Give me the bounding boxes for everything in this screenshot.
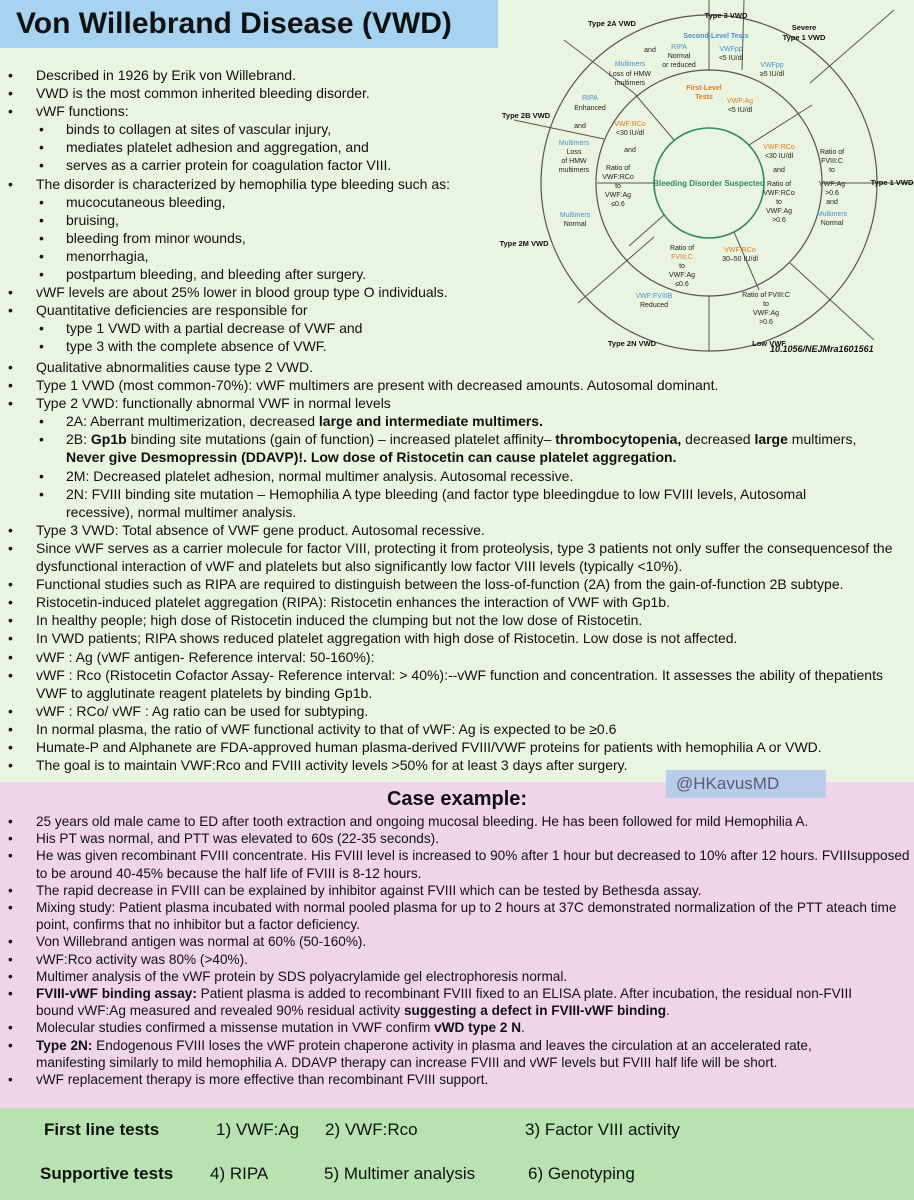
test-genotyping: 6) Genotyping bbox=[528, 1164, 635, 1183]
list-item bbox=[0, 666, 910, 702]
list-item: • Functional studies such as RIPA are required to distinguish between the loss-of-function (2A) from the gain-of-function 2B subtype. bbox=[0, 575, 910, 593]
svg-text:Ratio of: Ratio of bbox=[605, 165, 631, 172]
svg-text:<5 IU/dl: <5 IU/dl bbox=[718, 55, 744, 62]
svg-text:RIPA: RIPA bbox=[671, 44, 687, 51]
list-item: • vWF : Ag (vWF antigen- Reference interval: 50-160%): bbox=[0, 648, 910, 666]
second-level-label: Second-Level Tests bbox=[683, 33, 749, 40]
svg-text:VWF:RCo: VWF:RCo bbox=[602, 174, 634, 181]
list-item: • The rapid decrease in FVIII can be explained by inhibitor against FVIII which can be tested by Bethesda assay. bbox=[0, 882, 910, 899]
first-level-line2: Tests bbox=[695, 94, 713, 101]
test-multimer: 5) Multimer analysis bbox=[324, 1164, 476, 1183]
list-item: • Type 2 VWD: functionally abnormal VWF in normal levels bbox=[0, 394, 910, 412]
supportive-tests-label: Supportive tests bbox=[40, 1164, 174, 1183]
svg-text:and: and bbox=[644, 47, 656, 54]
svg-text:VWF:Ag: VWF:Ag bbox=[818, 181, 846, 188]
type2n-label: Type 2N VWD bbox=[607, 339, 657, 348]
type-2m-item: • 2M: Decreased platelet adhesion, normal multimer analysis. Autosomal recessive. bbox=[0, 467, 910, 485]
svg-text:<5 IU/dl: <5 IU/dl bbox=[727, 107, 753, 114]
text-run: patients VWF to agglutinate reagent platelets by binding Gp1b. bbox=[36, 666, 883, 701]
svg-text:VWF:Ag: VWF:Ag bbox=[726, 98, 754, 105]
svg-text:and: and bbox=[624, 147, 636, 154]
sub-list-item: • binds to collagen at sites of vascular injury, bbox=[0, 120, 470, 138]
bold-run: vWD type 2 N bbox=[434, 1020, 522, 1036]
svg-text:multimers: multimers bbox=[558, 167, 590, 174]
list-item: • The goal is to maintain VWF:Rco and FVIII activity levels >50% for at least 3 days after surgery. bbox=[0, 756, 910, 774]
bold-run: Gp1b bbox=[90, 431, 127, 448]
sub-list-item: • postpartum bleeding, and bleeding after surgery. bbox=[0, 265, 470, 283]
list-item: • Described in 1926 by Erik von Willebrand. bbox=[0, 66, 470, 84]
text-run: binding site mutations (gain of function) – increased platelet affinity– bbox=[126, 431, 556, 448]
severe-type1-line2: Type 1 VWD bbox=[782, 33, 826, 42]
case-title: Case example: bbox=[386, 788, 528, 810]
type1-label: Type 1 VWD bbox=[870, 178, 914, 187]
inner-ring-labels bbox=[602, 98, 795, 288]
svg-text:and: and bbox=[574, 123, 586, 130]
list-item: • In healthy people; high dose of Ristocetin induced the clumping but not the low dose of Ristocetin. bbox=[0, 611, 910, 629]
bold-run: large bbox=[754, 431, 788, 448]
diagram-spokes bbox=[514, 0, 914, 351]
sub-list-item: • type 3 with the complete absence of VWF. bbox=[0, 337, 470, 355]
type3-label: Type 3 VWD bbox=[704, 11, 748, 20]
svg-text:>0.6: >0.6 bbox=[772, 217, 786, 224]
intro-list bbox=[0, 66, 470, 356]
list-item: • Qualitative abnormalities cause type 2 VWD. bbox=[0, 358, 910, 376]
svg-text:or reduced: or reduced bbox=[662, 62, 696, 69]
text-run: supposed to be around 40-45% because the half life of FVIII is 8-12 hours. bbox=[36, 848, 910, 881]
bold-run: FVIII-vWF binding assay: bbox=[36, 986, 197, 1002]
svg-text:to: to bbox=[829, 167, 835, 174]
text-run: Mixing study: Patient plasma incubated with normal pooled plasma for up to 2 hours at 37C demonstrated normalization of the PTT at bbox=[36, 900, 838, 916]
low-vwf-label: Low VWF bbox=[752, 339, 786, 348]
text-run: manifesting similarly to mild hemophilia A. DDAVP therapy can increase FVIII and vWF levels but FVIII half life will be short. bbox=[36, 1054, 778, 1070]
list-item: • Von Willebrand antigen was normal at 60% (50-160%). bbox=[0, 933, 910, 950]
bold-run: large and intermediate multimers. bbox=[318, 413, 543, 430]
test-vwf-rco: 2) VWF:Rco bbox=[325, 1120, 418, 1139]
list-item bbox=[0, 899, 910, 933]
svg-text:Ratio of: Ratio of bbox=[819, 149, 845, 156]
svg-text:Multimers: Multimers bbox=[558, 140, 590, 147]
text-run: of the dysfunctional interaction of vWF and platelets but also significantly low factor VIII levels (typically <10%). bbox=[36, 539, 893, 575]
author-handle: @HKavusMD bbox=[666, 770, 826, 798]
svg-text:Loss: Loss bbox=[566, 149, 582, 156]
list-item: • Type 3 VWD: Total absence of VWF gene product. Autosomal recessive. bbox=[0, 521, 910, 539]
text-run: vWF : Rco (Ristocetin Cofactor Assay- Reference interval: > 40%):--vWF function and concentration. It assesses the ability of the bbox=[36, 666, 834, 683]
sub-list-item: • mucocutaneous bleeding, bbox=[0, 193, 470, 211]
first-level-line1: First-Level bbox=[686, 85, 722, 92]
list-item: • In normal plasma, the ratio of vWF functional activity to that of vWF: Ag is expected to be ≥0.6 bbox=[0, 720, 910, 738]
svg-text:<30 IU/dl: <30 IU/dl bbox=[764, 153, 794, 160]
list-item bbox=[0, 1019, 910, 1036]
svg-text:>0.6: >0.6 bbox=[825, 190, 839, 197]
test-ripa: 4) RIPA bbox=[210, 1164, 269, 1183]
svg-text:to: to bbox=[679, 263, 685, 270]
svg-text:VWF:Ag: VWF:Ag bbox=[668, 272, 696, 279]
list-item: • vWF replacement therapy is more effective than recombinant FVIII support. bbox=[0, 1071, 910, 1088]
text-run: recessive), normal multimer analysis. bbox=[66, 503, 297, 520]
type-2n-item bbox=[0, 485, 910, 521]
text-run: 2A: Aberrant multimerization, decreased bbox=[66, 413, 319, 430]
text-run: Endogenous FVIII loses the vWF protein chaperone activity in plasma and leaves the circulation at an accelerated rate, bbox=[92, 1037, 812, 1053]
list-item: • Ristocetin-induced platelet aggregation (RIPA): Ristocetin enhances the interaction of VWF with Gp1b. bbox=[0, 593, 910, 611]
bold-run: Type 2N: bbox=[36, 1037, 93, 1053]
bold-run: Never give Desmopressin (DDAVP)!. Low dose of Ristocetin can cause platelet aggregation. bbox=[66, 449, 677, 466]
svg-text:VWF:Ag: VWF:Ag bbox=[604, 192, 632, 199]
svg-text:VWF:FVIIIB: VWF:FVIIIB bbox=[635, 293, 673, 300]
first-line-tests-label: First line tests bbox=[44, 1120, 160, 1139]
text-run: He was given recombinant FVIII concentrate. His FVIII level is increased to 90% after 1 hour but decreased to 10% after 12 hours. FVIII bbox=[36, 848, 851, 864]
svg-text:Reduced: Reduced bbox=[639, 302, 669, 309]
doi-reference: 10.1056/NEJMra1601561 bbox=[770, 344, 874, 354]
case-list bbox=[0, 813, 910, 1088]
list-item bbox=[0, 847, 910, 881]
list-item: • vWF levels are about 25% lower in blood group type O individuals. bbox=[0, 283, 470, 301]
svg-text:≤0.6: ≤0.6 bbox=[611, 201, 625, 208]
sub-list-item: • bleeding from minor wounds, bbox=[0, 229, 470, 247]
text-run: bound vWF:Ag measured and revealed 90% residual activity bbox=[36, 1003, 404, 1019]
list-item: • The disorder is characterized by hemophilia type bleeding such as: bbox=[0, 175, 470, 193]
svg-text:<30 IU/dl: <30 IU/dl bbox=[615, 130, 645, 137]
svg-text:Multimers: Multimers bbox=[559, 212, 591, 219]
diagram-center bbox=[653, 179, 765, 188]
svg-text:and: and bbox=[773, 167, 785, 174]
sub-list-item: • serves as a carrier protein for coagulation factor VIII. bbox=[0, 156, 470, 174]
list-item bbox=[0, 1037, 910, 1071]
svg-text:≥5 IU/dl: ≥5 IU/dl bbox=[759, 71, 785, 78]
sub-list-item: • bruising, bbox=[0, 211, 470, 229]
type2m-label: Type 2M VWD bbox=[499, 239, 549, 248]
text-run: multimers, bbox=[787, 431, 857, 448]
list-item: • Humate-P and Alphanete are FDA-approved human plasma-derived FVIII/VWF proteins for patients with hemophilia A or VWD. bbox=[0, 738, 910, 756]
list-item: • 25 years old male came to ED after tooth extraction and ongoing mucosal bleeding. He has been followed for mild Hemophilia A. bbox=[0, 813, 910, 830]
svg-text:to: to bbox=[615, 183, 621, 190]
text-run: Molecular studies confirmed a missense mutation in VWF confirm bbox=[36, 1020, 435, 1036]
svg-text:and: and bbox=[826, 199, 838, 206]
sub-list-item: • type 1 VWD with a partial decrease of VWF and bbox=[0, 319, 470, 337]
test-vwf-ag: 1) VWF:Ag bbox=[216, 1120, 300, 1139]
list-item bbox=[0, 985, 910, 1019]
svg-text:Multimers: Multimers bbox=[816, 211, 848, 218]
vwd-diagnosis-diagram bbox=[494, 0, 914, 356]
text-run: Since vWF serves as a carrier molecule for factor VIII, protecting it from proteolysis, type 3 patients not only suffer the consequences bbox=[36, 539, 858, 556]
svg-text:Loss of HMW: Loss of HMW bbox=[608, 71, 652, 78]
svg-text:Normal: Normal bbox=[563, 221, 587, 228]
text-run: 2B: bbox=[66, 431, 91, 448]
svg-text:VWF:Ag: VWF:Ag bbox=[752, 310, 780, 317]
list-item bbox=[0, 539, 910, 575]
list-item: • vWF functions: bbox=[0, 102, 470, 120]
text-run: . bbox=[666, 1003, 670, 1019]
svg-text:FVIII:C: FVIII:C bbox=[821, 158, 843, 165]
svg-text:Normal: Normal bbox=[820, 220, 844, 227]
svg-text:>0.6: >0.6 bbox=[759, 319, 773, 326]
bold-run: suggesting a defect in FVIII-vWF binding bbox=[403, 1003, 667, 1019]
sub-list-item: • menorrhagia, bbox=[0, 247, 470, 265]
svg-text:VWF:RCo: VWF:RCo bbox=[763, 144, 795, 151]
svg-text:multimers: multimers bbox=[614, 80, 646, 87]
type2b-label: Type 2B VWD bbox=[501, 111, 551, 120]
list-item: • In VWD patients; RIPA shows reduced platelet aggregation with high dose of Ristocetin. Low dose is not affected. bbox=[0, 629, 910, 647]
list-item: • Multimer analysis of the vWF protein by SDS polyacrylamide gel electrophoresis normal. bbox=[0, 968, 910, 985]
list-item: • His PT was normal, and PTT was elevated to 60s (22-35 seconds). bbox=[0, 830, 910, 847]
type-2b-item bbox=[0, 430, 910, 466]
text-run: each time point, confirms that no inhibitor but a factor deficiency. bbox=[36, 900, 897, 933]
list-item: • Type 1 VWD (most common-70%): vWF multimers are present with decreased amounts. Autosomal dominant. bbox=[0, 376, 910, 394]
type2a-label: Type 2A VWD bbox=[588, 19, 636, 28]
svg-text:of HMW: of HMW bbox=[561, 158, 587, 165]
list-item: • vWF : RCo/ vWF : Ag ratio can be used for subtyping. bbox=[0, 702, 910, 720]
main-list bbox=[0, 358, 910, 774]
list-item: • Quantitative deficiencies are responsible for bbox=[0, 301, 470, 319]
svg-text:to: to bbox=[776, 199, 782, 206]
svg-text:≤0.6: ≤0.6 bbox=[675, 281, 689, 288]
svg-text:Ratio of: Ratio of bbox=[766, 181, 792, 188]
list-item: • VWD is the most common inherited bleeding disorder. bbox=[0, 84, 470, 102]
svg-text:VWF:RCo: VWF:RCo bbox=[763, 190, 795, 197]
text-run: decreased bbox=[681, 431, 755, 448]
svg-text:Ratio of: Ratio of bbox=[669, 245, 695, 252]
svg-text:VWF:RCo: VWF:RCo bbox=[614, 121, 646, 128]
svg-text:VWF:Ag: VWF:Ag bbox=[765, 208, 793, 215]
svg-text:Enhanced: Enhanced bbox=[574, 105, 606, 112]
svg-text:VWFpp: VWFpp bbox=[719, 46, 743, 53]
text-run: . bbox=[521, 1020, 525, 1036]
text-run: • 2N: FVIII binding site mutation – Hemophilia A type bleeding (and factor type bleedingdue to low FVIII levels, Autosomal bbox=[66, 485, 807, 502]
svg-text:FVIII:C: FVIII:C bbox=[671, 254, 693, 261]
svg-text:Multimers: Multimers bbox=[614, 61, 646, 68]
severe-type1-line1: Severe bbox=[791, 23, 817, 32]
page-title: Von Willebrand Disease (VWD) bbox=[0, 0, 498, 48]
svg-text:30–50 IU/dl: 30–50 IU/dl bbox=[722, 256, 758, 263]
svg-text:VWFpp: VWFpp bbox=[760, 62, 784, 69]
svg-text:to: to bbox=[763, 301, 769, 308]
list-item: • vWF:Rco activity was 80% (>40%). bbox=[0, 951, 910, 968]
center-label: Bleeding Disorder Suspected bbox=[653, 179, 765, 188]
bold-run: thrombocytopenia, bbox=[555, 431, 682, 448]
type-2a-item bbox=[0, 412, 910, 430]
svg-text:Ratio of FVIII:C: Ratio of FVIII:C bbox=[742, 292, 790, 299]
test-factor-viii: 3) Factor VIII activity bbox=[525, 1120, 680, 1139]
text-run: Patient plasma is added to recombinant FVIII fixed to an ELISA plate. After incubation, the residual non-FVIII bbox=[196, 986, 853, 1002]
svg-text:RIPA: RIPA bbox=[582, 95, 598, 102]
svg-text:VWF:RCo: VWF:RCo bbox=[724, 247, 756, 254]
svg-text:Normal: Normal bbox=[667, 53, 691, 60]
sub-list-item: • mediates platelet adhesion and aggregation, and bbox=[0, 138, 470, 156]
